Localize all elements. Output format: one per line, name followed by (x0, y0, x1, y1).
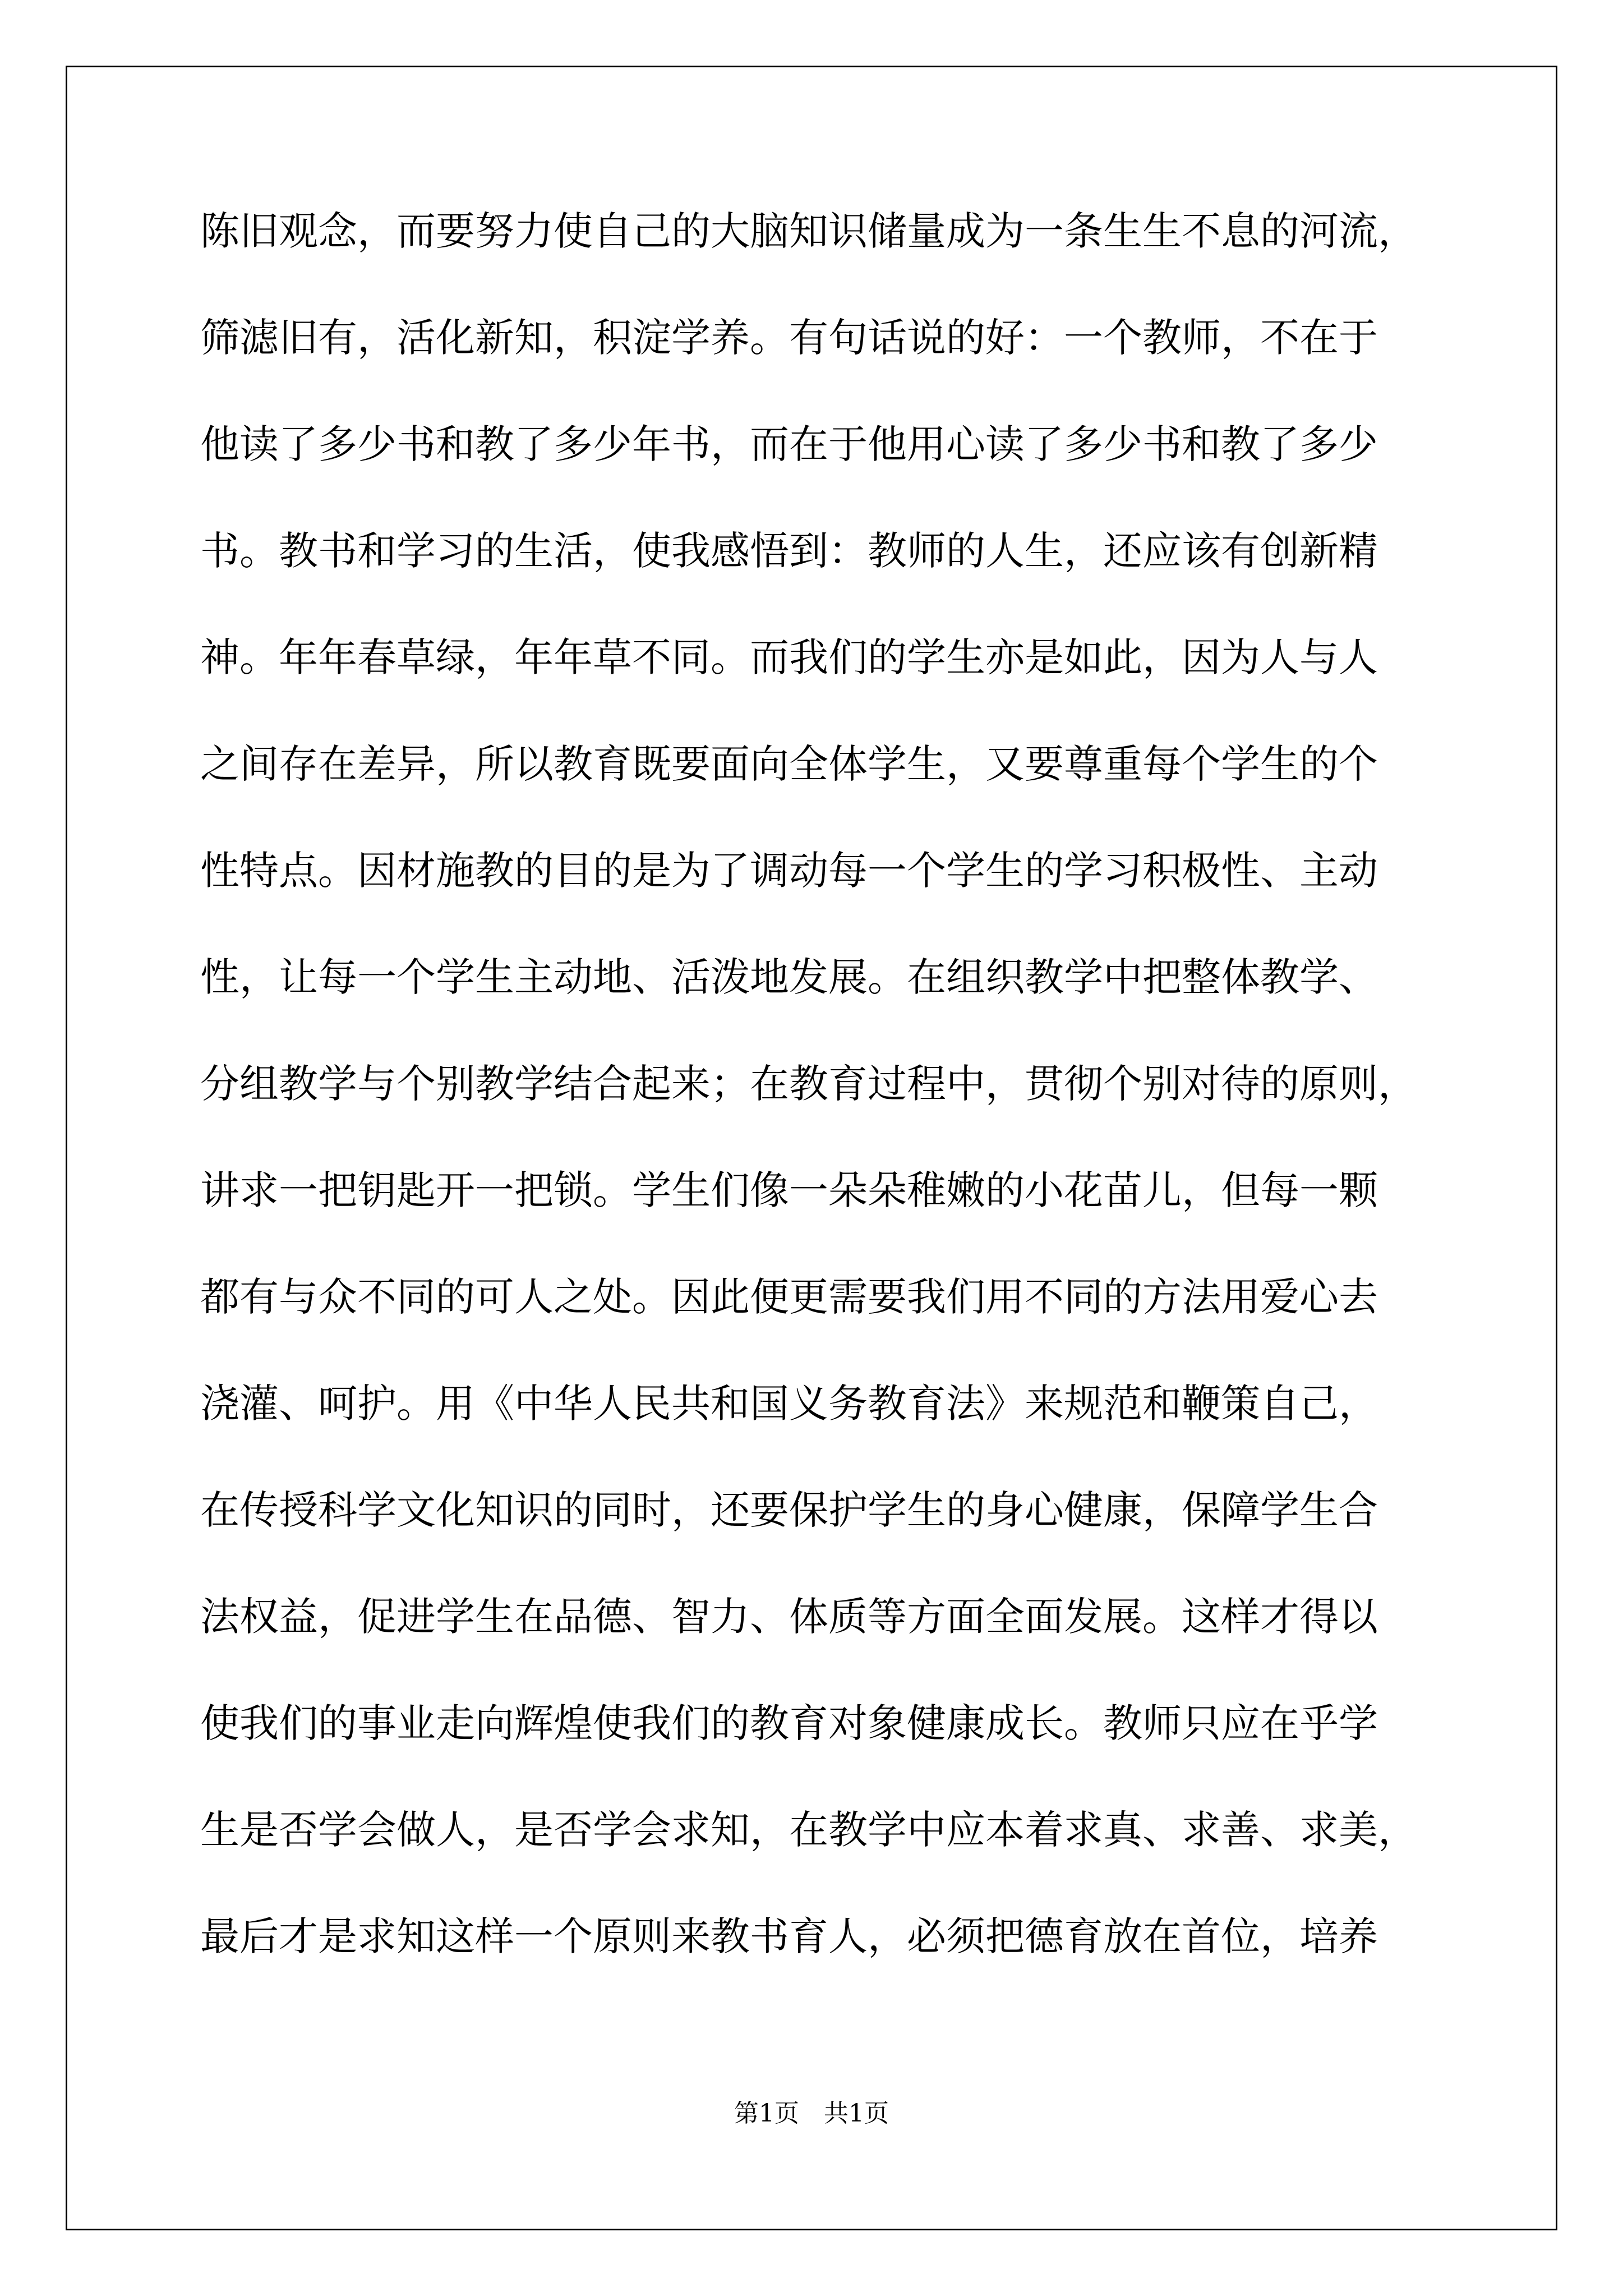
text-line: 使我们的事业走向辉煌使我们的教育对象健康成长。教师只应在乎学 (200, 1700, 1378, 1746)
text-line: 都有与众不同的可人之处。因此便更需要我们用不同的方法用爱心去 (200, 1274, 1378, 1320)
text-line: 神。年年春草绿，年年草不同。而我们的学生亦是如此，因为人与人 (200, 634, 1378, 680)
text-line: 筛滤旧有，活化新知，积淀学养。有句话说的好：一个教师，不在于 (200, 315, 1378, 361)
text-line: 法权益，促进学生在品德、智力、体质等方面全面发展。这样才得以 (200, 1594, 1378, 1640)
text-line: 在传授科学文化知识的同时，还要保护学生的身心健康，保障学生合 (200, 1487, 1378, 1533)
text-line: 之间存在差异，所以教育既要面向全体学生，又要尊重每个学生的个 (200, 741, 1378, 787)
text-line: 生是否学会做人，是否学会求知，在教学中应本着求真、求善、求美， (200, 1807, 1417, 1853)
text-line: 性，让每一个学生主动地、活泼地发展。在组织教学中把整体教学、 (200, 954, 1378, 1000)
text-line: 浇灌、呵护。用《中华人民共和国义务教育法》来规范和鞭策自己， (200, 1381, 1378, 1427)
page-number-footer: 第1页 共1页 (734, 2099, 889, 2128)
text-line: 最后才是求知这样一个原则来教书育人，必须把德育放在首位，培养 (200, 1913, 1378, 1959)
text-line: 分组教学与个别教学结合起来；在教育过程中，贯彻个别对待的原则， (200, 1061, 1417, 1107)
text-line: 书。教书和学习的生活，使我感悟到：教师的人生，还应该有创新精 (200, 528, 1378, 574)
text-line: 他读了多少书和教了多少年书，而在于他用心读了多少书和教了多少 (200, 421, 1378, 467)
text-line: 陈旧观念，而要努力使自己的大脑知识储量成为一条生生不息的河流， (200, 208, 1417, 254)
text-line: 讲求一把钥匙开一把锁。学生们像一朵朵稚嫩的小花苗儿，但每一颗 (200, 1167, 1378, 1213)
text-line: 性特点。因材施教的目的是为了调动每一个学生的学习积极性、主动 (200, 848, 1378, 894)
document-body (200, 201, 1440, 2013)
